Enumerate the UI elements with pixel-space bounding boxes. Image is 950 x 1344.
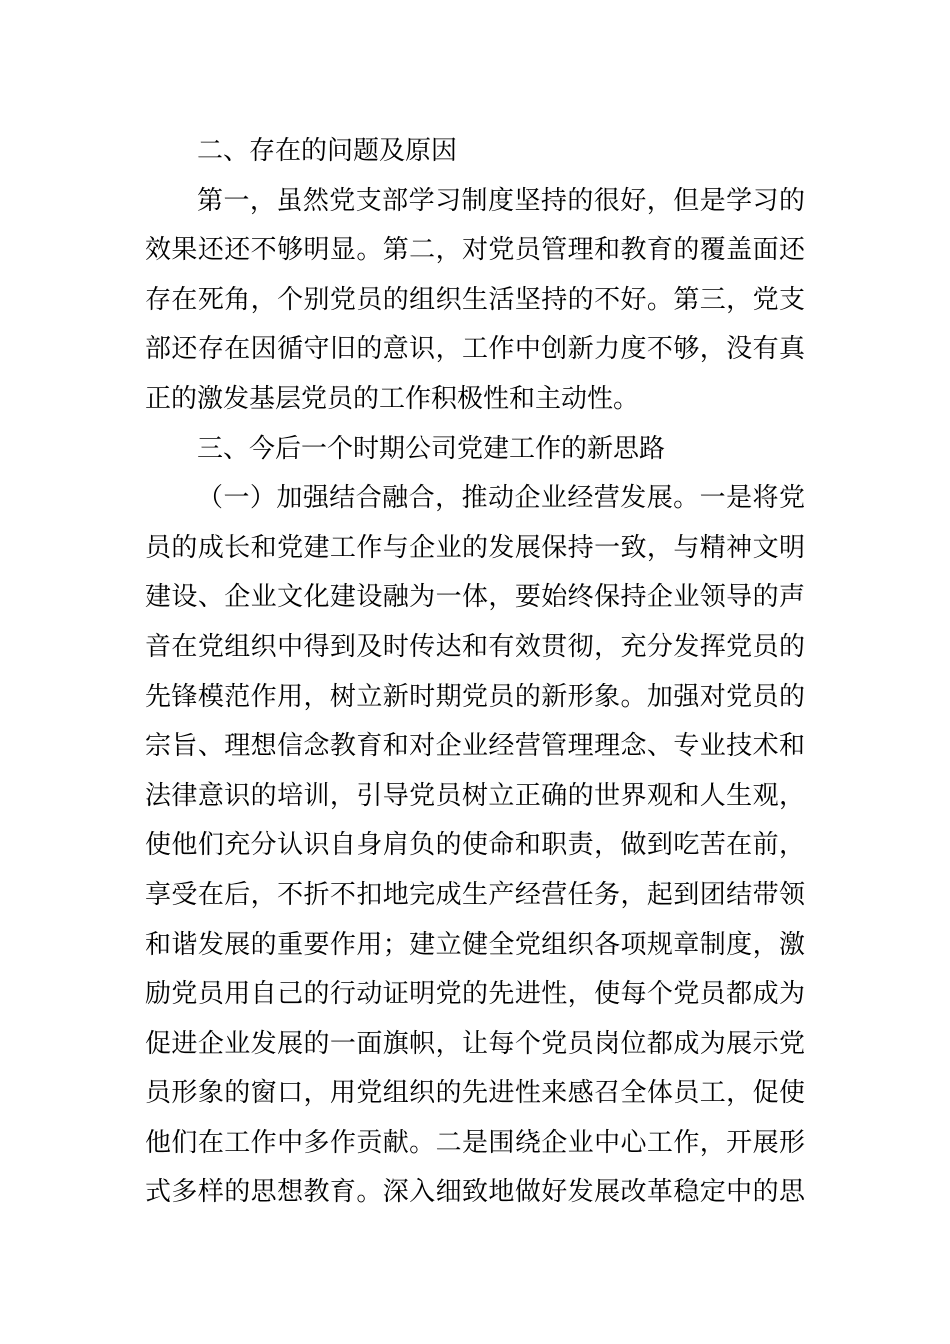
- paragraph-line: 享受在后，不折不扣地完成生产经营任务，起到团结带领: [145, 879, 805, 910]
- section-heading-2: 二、存在的问题及原因: [197, 136, 458, 166]
- paragraph-line: 员的成长和党建工作与企业的发展保持一致，与精神文明: [145, 532, 805, 563]
- paragraph-line: 音在党组织中得到及时传达和有效贯彻，充分发挥党员的: [145, 631, 805, 662]
- paragraph-line: 励党员用自己的行动证明党的先进性，使每个党员都成为: [145, 979, 805, 1010]
- document-body: [145, 127, 805, 1218]
- paragraph-line: 他们在工作中多作贡献。二是围绕企业中心工作，开展形: [145, 1127, 805, 1158]
- paragraph-line: 部还存在因循守旧的意识，工作中创新力度不够，没有真: [145, 334, 805, 365]
- paragraph-line: 宗旨、理想信念教育和对企业经营管理理念、专业技术和: [145, 731, 805, 762]
- paragraph-line: 第一，虽然党支部学习制度坚持的很好，但是学习的: [197, 185, 805, 216]
- paragraph-line: 先锋模范作用，树立新时期党员的新形象。加强对党员的: [145, 681, 805, 712]
- paragraph-line: 和谐发展的重要作用；建立健全党组织各项规章制度，激: [145, 929, 805, 960]
- paragraph-line: 促进企业发展的一面旗帜，让每个党员岗位都成为展示党: [145, 1028, 805, 1059]
- paragraph-line: 员形象的窗口，用党组织的先进性来感召全体员工，促使: [145, 1078, 805, 1109]
- paragraph-line: （一）加强结合融合，推动企业经营发展。一是将党: [197, 483, 805, 514]
- paragraph-line: 存在死角，个别党员的组织生活坚持的不好。第三，党支: [145, 284, 805, 315]
- paragraph-line: 效果还还不够明显。第二，对党员管理和教育的覆盖面还: [145, 235, 805, 266]
- section-heading-3: 三、今后一个时期公司党建工作的新思路: [197, 433, 666, 464]
- paragraph-line: 使他们充分认识自身肩负的使命和职责，做到吃苦在前，: [145, 830, 805, 861]
- paragraph-line: 建设、企业文化建设融为一体，要始终保持企业领导的声: [145, 582, 805, 613]
- paragraph-line: 法律意识的培训，引导党员树立正确的世界观和人生观，: [145, 780, 805, 811]
- paragraph-line: 式多样的思想教育。深入细致地做好发展改革稳定中的思: [145, 1177, 805, 1208]
- paragraph-line: 正的激发基层党员的工作积极性和主动性。: [145, 383, 640, 414]
